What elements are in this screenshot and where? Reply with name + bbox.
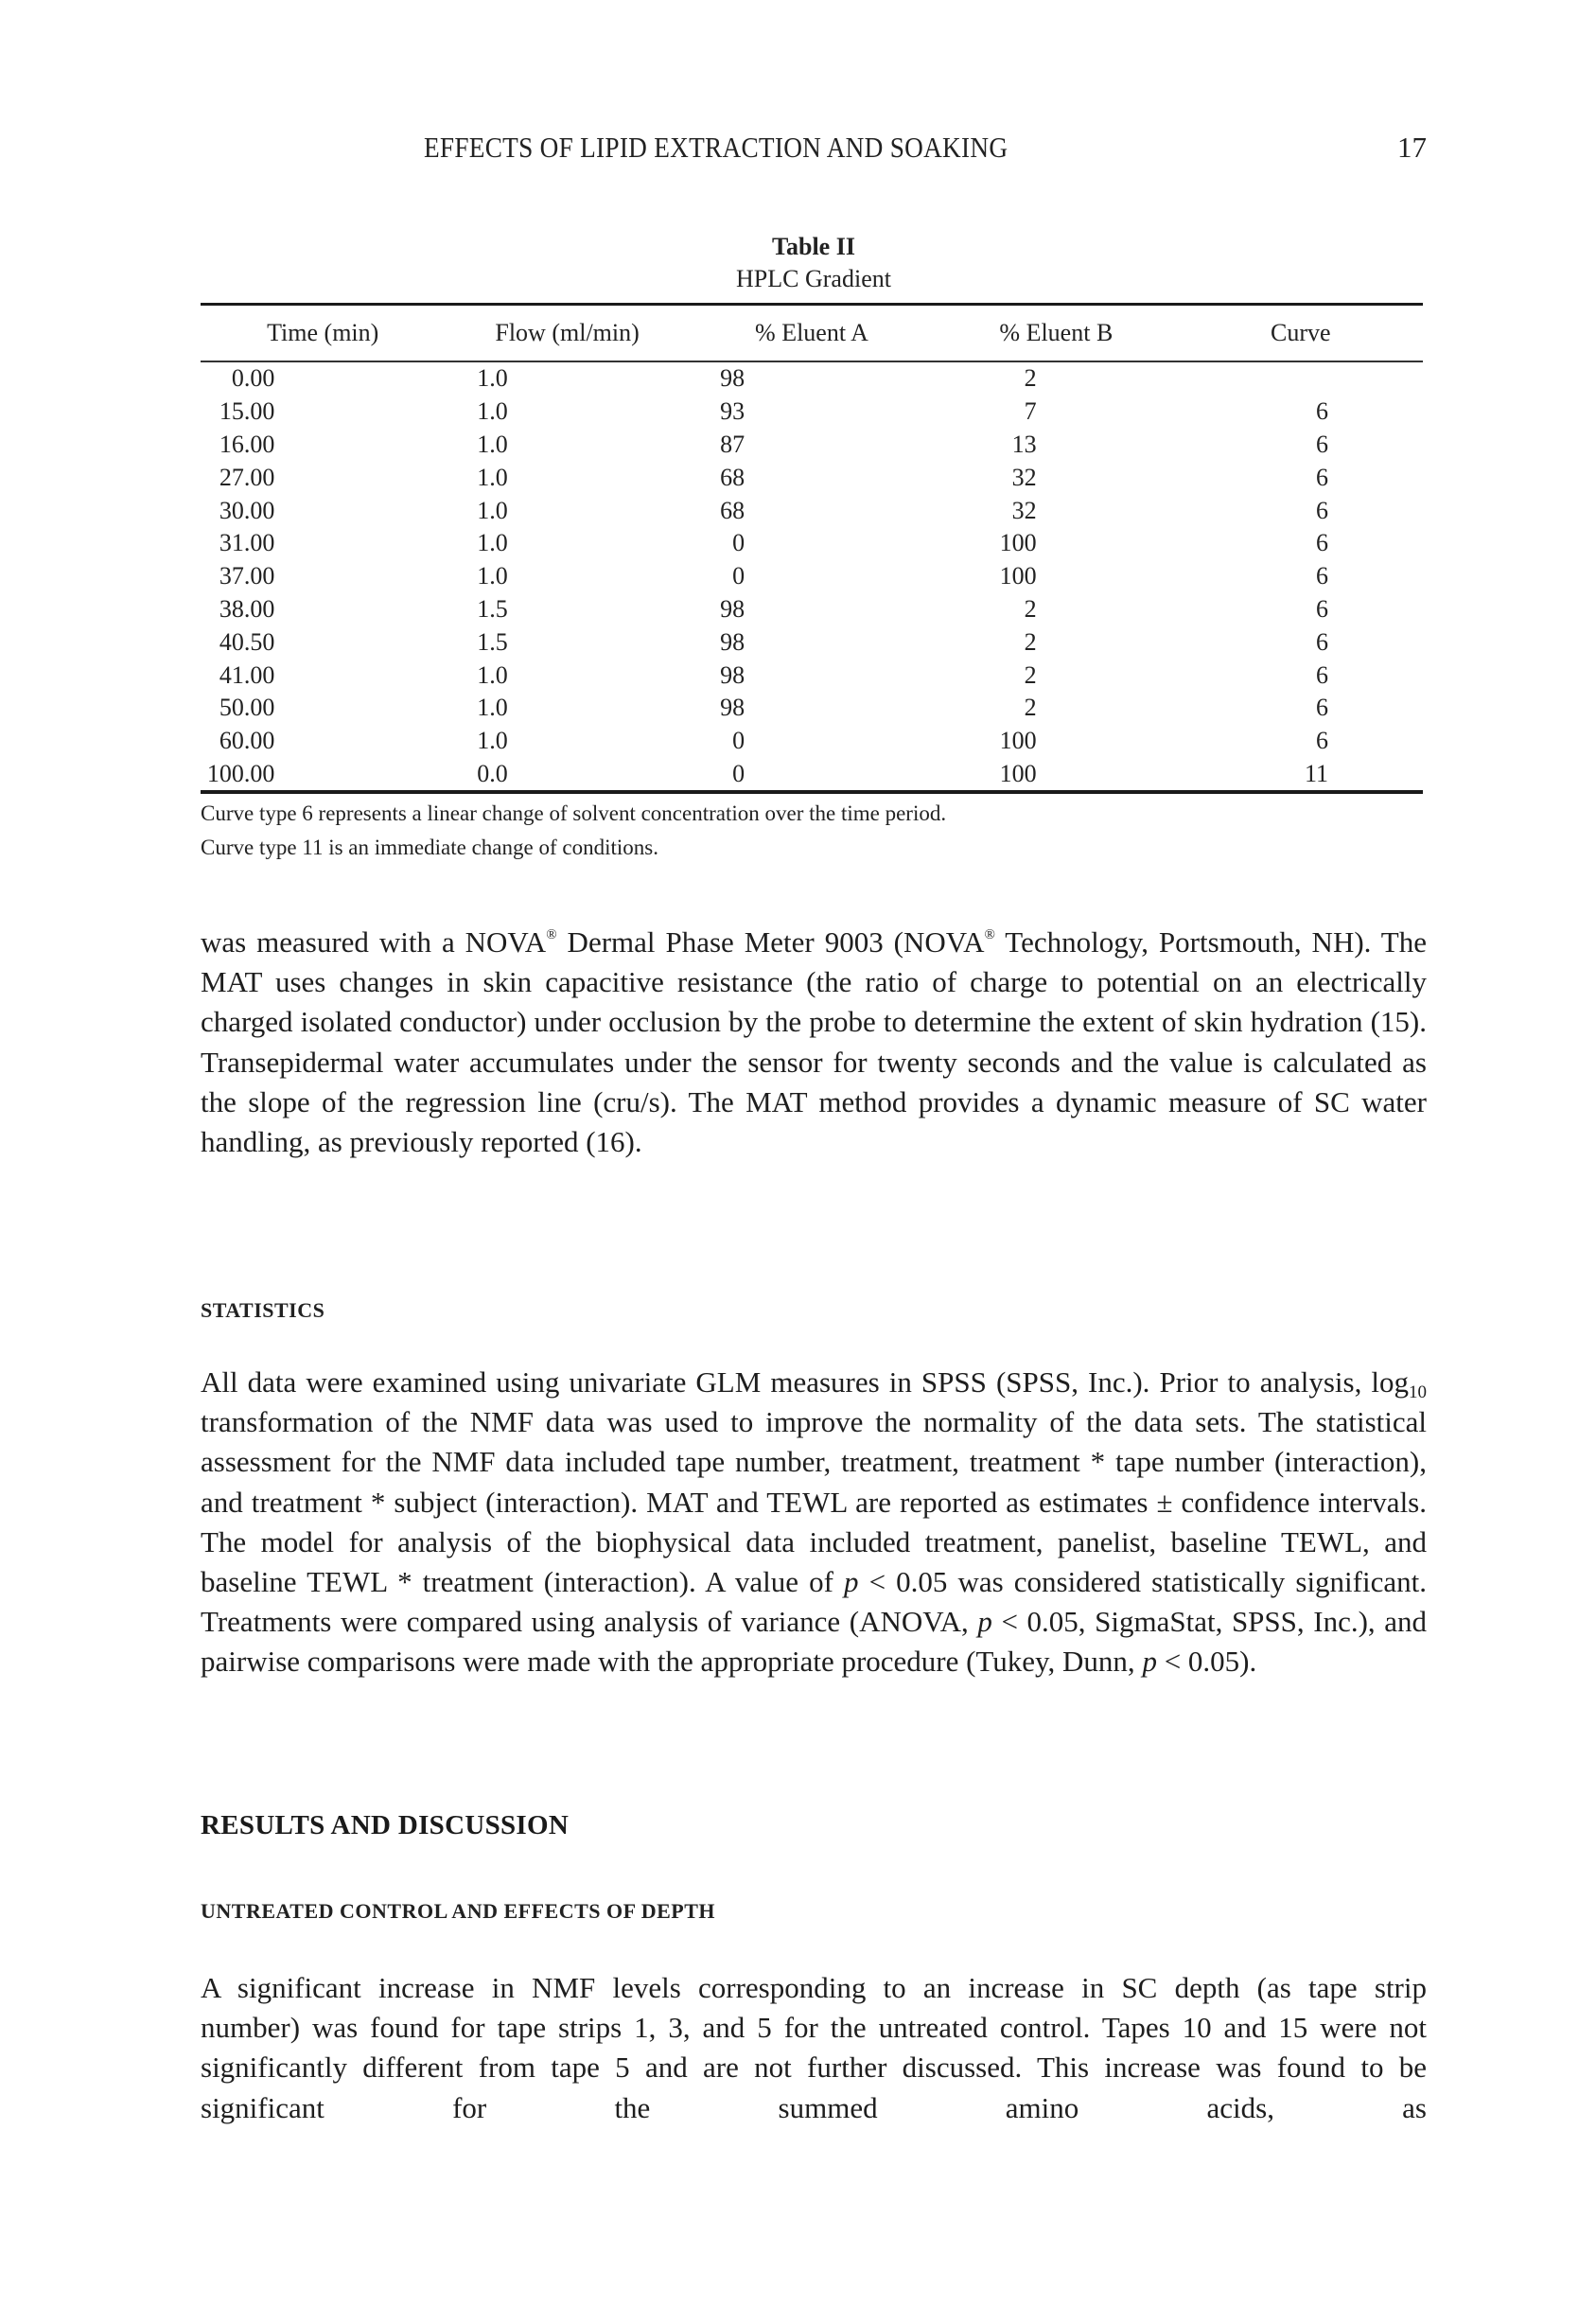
cell-flow: 1.0	[477, 364, 508, 393]
cell-eluent-b: 13	[1011, 430, 1037, 458]
cell-time: 0.00	[231, 364, 275, 393]
table-row	[201, 725, 1423, 758]
cell-flow: 1.5	[477, 594, 508, 623]
cell-eluent-a: 68	[720, 496, 745, 524]
cell-flow: 1.0	[477, 463, 508, 491]
cell-time: 38.00	[219, 594, 275, 623]
column-header-flow: Flow (ml/min)	[495, 319, 640, 346]
paragraph-mat-method: was measured with a NOVA® Dermal Phase Meter 9003 (NOVA® Technology, Portsmouth, NH). The MAT uses changes in skin capacitive resistance (the ratio of charge to potential on an electrically charged isolated conductor) under occlusion by the probe to determine the extent of skin hydration (15). Transepidermal water accumulates under the sensor for twenty seconds and the value is calculated as the slope of the regression line (cru/s). The MAT method provides a dynamic measure of SC water handling, as previously reported (16).	[201, 925, 1427, 1159]
table-header-row	[201, 305, 1423, 362]
cell-flow: 1.0	[477, 562, 508, 590]
cell-curve: 6	[1316, 727, 1328, 755]
cell-time: 40.50	[219, 627, 275, 656]
column-header-eluent-a: % Eluent A	[755, 319, 868, 346]
cell-eluent-a: 0	[732, 727, 745, 755]
table-row	[201, 625, 1423, 659]
column-header-eluent-b: % Eluent B	[999, 319, 1114, 346]
registered-mark: ®	[546, 927, 557, 942]
cell-flow: 1.0	[477, 727, 508, 755]
cell-curve: 6	[1316, 529, 1328, 557]
cell-time: 15.00	[219, 397, 275, 426]
cell-eluent-a: 98	[720, 594, 745, 623]
cell-eluent-b: 32	[1011, 463, 1037, 491]
cell-curve: 6	[1316, 694, 1328, 722]
cell-eluent-a: 93	[720, 397, 745, 426]
cell-eluent-a: 98	[720, 364, 745, 393]
cell-curve	[1179, 361, 1423, 396]
cell-eluent-b: 7	[1024, 397, 1037, 426]
cell-curve: 6	[1316, 397, 1328, 426]
cell-time: 60.00	[219, 727, 275, 755]
cell-eluent-b: 2	[1024, 627, 1037, 656]
cell-eluent-b: 100	[999, 529, 1037, 557]
table-row	[201, 692, 1423, 725]
running-head	[201, 131, 1427, 168]
results-heading: RESULTS AND DISCUSSION	[201, 1810, 570, 1840]
table-row	[201, 494, 1423, 527]
table-label: Table II	[772, 233, 855, 260]
table-row	[201, 396, 1423, 429]
cell-curve: 6	[1316, 660, 1328, 689]
table-row	[201, 527, 1423, 560]
cell-curve: 6	[1316, 496, 1328, 524]
cell-eluent-a: 87	[720, 430, 745, 458]
cell-curve: 6	[1316, 430, 1328, 458]
table-row	[201, 461, 1423, 494]
cell-flow: 1.5	[477, 627, 508, 656]
cell-flow: 1.0	[477, 694, 508, 722]
cell-eluent-b: 2	[1024, 594, 1037, 623]
table-row	[201, 560, 1423, 593]
table-footnote: Curve type 11 is an immediate change of conditions.	[201, 836, 658, 859]
table-row	[201, 429, 1423, 462]
table-footnotes	[201, 797, 1427, 865]
log-subscript: 10	[1409, 1382, 1427, 1402]
cell-eluent-a: 98	[720, 694, 745, 722]
cell-eluent-a: 0	[732, 562, 745, 590]
cell-time: 27.00	[219, 463, 275, 491]
table-footnote: Curve type 6 represents a linear change of solvent concentration over the time period.	[201, 801, 947, 825]
cell-curve: 6	[1316, 562, 1328, 590]
cell-flow: 1.0	[477, 529, 508, 557]
cell-flow: 1.0	[477, 496, 508, 524]
cell-eluent-b: 2	[1024, 364, 1037, 393]
cell-eluent-b: 100	[999, 759, 1037, 787]
cell-time: 41.00	[219, 660, 275, 689]
cell-eluent-a: 0	[732, 759, 745, 787]
cell-eluent-b: 100	[999, 727, 1037, 755]
cell-time: 31.00	[219, 529, 275, 557]
cell-eluent-b: 32	[1011, 496, 1037, 524]
table-title: HPLC Gradient	[736, 265, 891, 292]
cell-eluent-a: 68	[720, 463, 745, 491]
statistics-heading: STATISTICS	[201, 1298, 325, 1322]
paragraph-results: A significant increase in NMF levels corresponding to an increase in SC depth (as tape strip number) was found for tape strips 1, 3, and 5 for the untreated control. Tapes 10 and 15 were not significantly different from tape 5 and are not further discussed. This increase was found to be significant for the summed amino acids, as	[201, 1971, 1427, 2124]
cell-flow: 1.0	[477, 397, 508, 426]
table-row	[201, 361, 1423, 396]
cell-time: 16.00	[219, 430, 275, 458]
table-caption	[201, 231, 1427, 295]
registered-mark: ®	[984, 927, 995, 942]
cell-curve: 6	[1316, 627, 1328, 656]
cell-eluent-b: 2	[1024, 660, 1037, 689]
cell-flow: 0.0	[477, 759, 508, 787]
cell-time: 100.00	[206, 759, 275, 787]
table-row	[201, 659, 1423, 692]
cell-flow: 1.0	[477, 430, 508, 458]
page-number: 17	[1397, 131, 1427, 164]
untreated-control-heading: UNTREATED CONTROL AND EFFECTS OF DEPTH	[201, 1899, 716, 1923]
cell-time: 37.00	[219, 562, 275, 590]
cell-eluent-b: 2	[1024, 694, 1037, 722]
table-row	[201, 593, 1423, 626]
cell-curve: 6	[1316, 594, 1328, 623]
column-header-curve: Curve	[1271, 319, 1331, 346]
cell-curve: 6	[1316, 463, 1328, 491]
cell-eluent-a: 0	[732, 529, 745, 557]
cell-flow: 1.0	[477, 660, 508, 689]
column-header-time: Time (min)	[267, 319, 379, 346]
paragraph-statistics: All data were examined using univariate GLM measures in SPSS (SPSS, Inc.). Prior to analysis, $\log_{10}$ transformation of the NMF data was used to improve the normality of the data sets. The statistical assessment for the NMF data included tape number, treatment, treatment * tape number (interaction), and treatment * subject (interaction). MAT and TEWL are reported as estimates ± confidence intervals. The model for analysis of the biophysical data included treatment, panelist, baseline TEWL, and baseline TEWL * treatment (interaction). A value of p < 0.05 was considered statistically significant. Treatments were compared using analysis of variance (ANOVA, p < 0.05, SigmaStat, SPSS, Inc.), and pairwise comparisons were made with the appropriate procedure (Tukey, Dunn, p < 0.05).	[201, 1365, 1428, 1679]
running-title: EFFECTS OF LIPID EXTRACTION AND SOAKING	[424, 131, 1008, 164]
cell-curve: 11	[1304, 759, 1328, 787]
cell-eluent-b: 100	[999, 562, 1037, 590]
cell-eluent-a: 98	[720, 660, 745, 689]
cell-eluent-a: 98	[720, 627, 745, 656]
table-row	[201, 758, 1423, 793]
cell-time: 50.00	[219, 694, 275, 722]
table-body	[201, 361, 1423, 792]
hplc-gradient-table	[201, 303, 1423, 794]
cell-time: 30.00	[219, 496, 275, 524]
